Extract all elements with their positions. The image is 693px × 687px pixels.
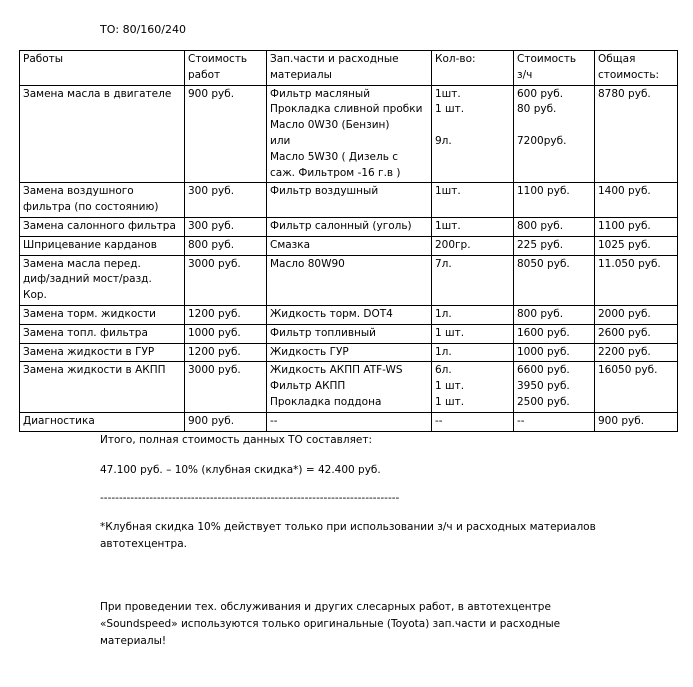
quantity-cell-text: 1л. (435, 345, 452, 358)
total-cost-cell (595, 255, 678, 305)
work-cell-text: Замена жидкости в ГУР (23, 345, 155, 358)
column-header (514, 51, 595, 86)
parts-cell-text: Масло 5W30 ( Дизель с (270, 150, 399, 163)
total-cost-cell (595, 236, 678, 255)
quantity-cell-text: -- (435, 414, 443, 427)
labor-cost-cell (185, 305, 267, 324)
parts-price-cell (514, 305, 595, 324)
work-cell (20, 362, 185, 412)
parts-cell-text: Фильтр масляный (270, 87, 371, 100)
total-cost-cell-text: 11.050 руб. (598, 257, 661, 270)
table-row (20, 305, 678, 324)
column-header-text: Стоимость (188, 53, 248, 65)
work-cell (20, 255, 185, 305)
labor-cost-cell-text: 1200 руб. (188, 307, 241, 320)
quantity-cell-text: 1л. (435, 307, 452, 320)
column-header-text: Стоимость (517, 53, 577, 65)
column-header-text: материалы (270, 68, 332, 81)
parts-price-cell-text: -- (517, 414, 525, 427)
total-cost-cell-text: 1400 руб. (598, 185, 651, 198)
parts-cell-text: Прокладка сливной пробки (270, 103, 423, 116)
column-header-text: стоимость: (598, 68, 660, 81)
parts-price-cell-text: 2500 руб. (517, 395, 570, 408)
labor-cost-cell (185, 255, 267, 305)
parts-cell-text: Жидкость ГУР (270, 345, 349, 358)
parts-cell-text: Масло 80W90 (270, 257, 345, 270)
work-cell-text: Замена салонного фильтра (23, 219, 176, 232)
labor-cost-cell-text: 1000 руб. (188, 326, 241, 339)
labor-cost-cell (185, 343, 267, 362)
quantity-cell-text: 1 шт. (435, 326, 465, 339)
parts-cell (267, 236, 432, 255)
table-row (20, 343, 678, 362)
work-cell (20, 412, 185, 431)
parts-price-cell-text: 3950 руб. (517, 380, 570, 393)
parts-cell-text: Жидкость торм. DOT4 (270, 307, 393, 320)
work-cell (20, 183, 185, 218)
parts-cell (267, 343, 432, 362)
parts-price-cell-text: 800 руб. (517, 219, 564, 232)
parts-cell (267, 255, 432, 305)
table-row (20, 236, 678, 255)
quantity-cell-text: 1шт. (435, 219, 461, 232)
table-row (20, 255, 678, 305)
column-header (595, 51, 678, 86)
column-header-text: работ (188, 68, 221, 81)
labor-cost-cell (185, 236, 267, 255)
quantity-cell-text: 1 шт. (435, 380, 465, 393)
parts-cell-text: Смазка (270, 238, 311, 251)
work-cell (20, 324, 185, 343)
labor-cost-cell-text: 900 руб. (188, 414, 235, 427)
labor-cost-cell-text: 3000 руб. (188, 364, 241, 377)
summary-intro: Итого, полная стоимость данных ТО составляет: (100, 434, 372, 446)
work-cell-text: диф/задний мост/разд. (23, 273, 152, 286)
work-cell (20, 236, 185, 255)
parts-price-cell-text: 800 руб. (517, 307, 564, 320)
parts-price-cell-text: 8050 руб. (517, 257, 570, 270)
labor-cost-cell-text: 1200 руб. (188, 345, 241, 358)
parts-price-cell (514, 217, 595, 236)
parts-cell-text: или (270, 134, 291, 147)
column-header (185, 51, 267, 86)
total-cost-cell-text: 16050 руб. (598, 364, 658, 377)
parts-cell (267, 85, 432, 183)
column-header (20, 51, 185, 86)
work-cell-text: Замена торм. жидкости (23, 307, 157, 320)
discount-footnote: *Клубная скидка 10% действует только при использовании з/ч и расходных материалов автотехцентра. (100, 521, 596, 550)
parts-price-cell-text (517, 118, 591, 134)
work-cell-text: Замена топл. фильтра (23, 326, 148, 339)
labor-cost-cell (185, 412, 267, 431)
quantity-cell (432, 236, 514, 255)
table-row (20, 183, 678, 218)
quantity-cell-text: 1 шт. (435, 103, 465, 116)
parts-cell-text: Фильтр АКПП (270, 380, 346, 393)
work-cell-text: фильтра (по состоянию) (23, 201, 159, 214)
parts-cell (267, 183, 432, 218)
quantity-cell-text: 9л. (435, 134, 452, 147)
original-parts-notice: При проведении тех. обслуживания и других слесарных работ, в автотехцентре «Soundspeed» используются только оригинальные (Toyota) зап.части и расходные материалы! (100, 601, 561, 647)
quantity-cell (432, 305, 514, 324)
table-header-row (20, 51, 678, 86)
parts-price-cell (514, 412, 595, 431)
quantity-cell-text: 1 шт. (435, 395, 465, 408)
table-row (20, 324, 678, 343)
quantity-cell-text: 1шт. (435, 87, 461, 100)
parts-cell-text: -- (270, 414, 278, 427)
total-cost-cell (595, 305, 678, 324)
labor-cost-cell (185, 85, 267, 183)
parts-cell (267, 305, 432, 324)
work-cell (20, 343, 185, 362)
parts-price-cell (514, 362, 595, 412)
work-cell-text: Замена масла перед. (23, 257, 141, 270)
work-cell-text: Кор. (23, 289, 47, 302)
parts-price-cell-text: 225 руб. (517, 238, 564, 251)
column-header-text: Общая (598, 53, 636, 65)
table-row (20, 85, 678, 183)
parts-cell (267, 362, 432, 412)
parts-cell (267, 412, 432, 431)
parts-price-cell-text: 1600 руб. (517, 326, 570, 339)
quantity-cell-text (435, 118, 510, 134)
parts-price-cell (514, 255, 595, 305)
parts-cell-text: Фильтр воздушный (270, 185, 379, 198)
parts-cell-text: саж. Фильтром -16 г.в ) (270, 166, 401, 179)
labor-cost-cell-text: 300 руб. (188, 185, 235, 198)
parts-price-cell-text: 600 руб. (517, 87, 564, 100)
total-cost-cell (595, 183, 678, 218)
quantity-cell-text: 1шт. (435, 185, 461, 198)
work-cell-text: Замена воздушного (23, 185, 134, 198)
labor-cost-cell-text: 900 руб. (188, 87, 235, 100)
total-cost-cell (595, 217, 678, 236)
total-cost-cell (595, 343, 678, 362)
total-cost-cell-text: 2000 руб. (598, 307, 651, 320)
total-cost-cell (595, 362, 678, 412)
column-header-text: з/ч (517, 68, 533, 81)
parts-cell-text: Прокладка поддона (270, 395, 382, 408)
parts-price-cell-text: 80 руб. (517, 103, 557, 116)
column-header-text: Работы (23, 53, 64, 65)
table-row (20, 412, 678, 431)
parts-price-cell-text: 6600 руб. (517, 364, 570, 377)
total-cost-cell-text: 2600 руб. (598, 326, 651, 339)
quantity-cell (432, 362, 514, 412)
total-cost-cell-text: 1025 руб. (598, 238, 651, 251)
table-row (20, 362, 678, 412)
service-table (19, 50, 678, 432)
column-header (267, 51, 432, 86)
document-title: ТО: 80/160/240 (100, 23, 186, 36)
work-cell (20, 85, 185, 183)
work-cell-text: Шприцевание карданов (23, 238, 157, 251)
work-cell-text: Замена жидкости в АКПП (23, 364, 166, 377)
parts-cell-text: Фильтр топливный (270, 326, 376, 339)
parts-price-cell (514, 85, 595, 183)
parts-price-cell-text: 1100 руб. (517, 185, 570, 198)
labor-cost-cell (185, 362, 267, 412)
total-cost-cell-text: 900 руб. (598, 414, 645, 427)
parts-cell-text: Жидкость АКПП ATF-WS (270, 364, 403, 377)
parts-price-cell-text: 1000 руб. (517, 345, 570, 358)
quantity-cell-text: 7л. (435, 257, 452, 270)
parts-cell (267, 324, 432, 343)
parts-price-cell (514, 183, 595, 218)
summary-calculation: 47.100 руб. – 10% (клубная скидка*) = 42.400 руб. (100, 464, 381, 476)
parts-cell (267, 217, 432, 236)
divider-line: ------------------------------------------------------------------------------- (100, 492, 400, 504)
parts-price-cell (514, 236, 595, 255)
total-cost-cell-text: 8780 руб. (598, 87, 651, 100)
work-cell-text: Диагностика (23, 414, 95, 427)
parts-cell-text: Фильтр салонный (уголь) (270, 219, 412, 232)
quantity-cell (432, 255, 514, 305)
labor-cost-cell (185, 217, 267, 236)
labor-cost-cell (185, 324, 267, 343)
parts-price-cell (514, 343, 595, 362)
quantity-cell (432, 217, 514, 236)
quantity-cell (432, 343, 514, 362)
total-cost-cell (595, 412, 678, 431)
total-cost-cell-text: 2200 руб. (598, 345, 651, 358)
work-cell (20, 305, 185, 324)
labor-cost-cell-text: 3000 руб. (188, 257, 241, 270)
work-cell-text: Замена масла в двигателе (23, 87, 172, 100)
labor-cost-cell-text: 300 руб. (188, 219, 235, 232)
quantity-cell-text: 200гр. (435, 238, 471, 251)
parts-cell-text: Масло 0W30 (Бензин) (270, 119, 390, 132)
quantity-cell (432, 412, 514, 431)
labor-cost-cell (185, 183, 267, 218)
quantity-cell (432, 183, 514, 218)
quantity-cell-text: 6л. (435, 364, 452, 377)
quantity-cell (432, 324, 514, 343)
column-header (432, 51, 514, 86)
labor-cost-cell-text: 800 руб. (188, 238, 235, 251)
column-header-text: Зап.части и расходные (270, 53, 399, 65)
column-header-text: Кол-во: (435, 53, 476, 65)
parts-price-cell-text: 7200руб. (517, 134, 567, 147)
quantity-cell (432, 85, 514, 183)
parts-price-cell (514, 324, 595, 343)
work-cell (20, 217, 185, 236)
total-cost-cell-text: 1100 руб. (598, 219, 651, 232)
total-cost-cell (595, 324, 678, 343)
table-row (20, 217, 678, 236)
total-cost-cell (595, 85, 678, 183)
